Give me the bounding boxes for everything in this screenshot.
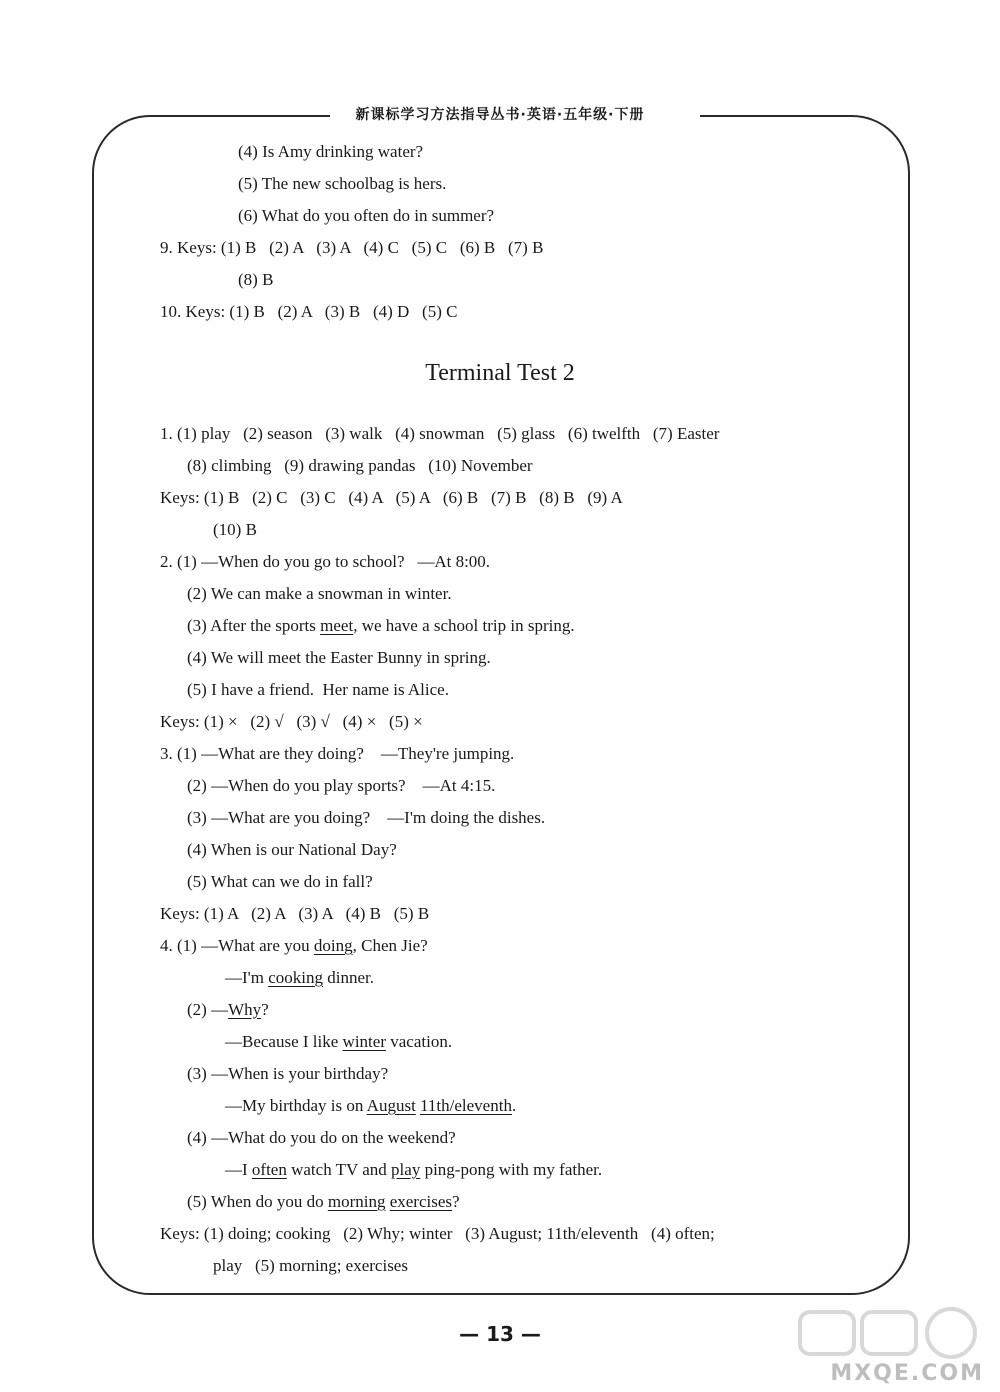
answer-line xyxy=(160,935,428,957)
text-segment: (2) — xyxy=(187,1000,229,1019)
answer-line: (2) —When do you play sports? —At 4:15. xyxy=(187,776,496,795)
answer-line: 3. (1) —What are they doing? —They're jumping. xyxy=(160,744,515,763)
underlined-answer: Why xyxy=(228,1000,262,1019)
answer-line: (2) We can make a snowman in winter. xyxy=(187,584,452,603)
answer-line: (4) Is Amy drinking water? xyxy=(238,142,424,161)
text-segment: vacation. xyxy=(385,1032,453,1051)
underlined-answer: meet xyxy=(320,616,354,635)
keys-line: Keys: (1) doing; cooking (2) Why; winter (3) August; 11th/eleventh (4) often; xyxy=(160,1224,715,1243)
answer-line: 2. (1) —When do you go to school? —At 8:00. xyxy=(160,552,491,571)
answer-line xyxy=(225,1031,452,1053)
text-segment: —My birthday is on xyxy=(225,1096,367,1115)
answer-line: (3) —What are you doing? —I'm doing the dishes. xyxy=(187,808,546,827)
page-number: — 13 — xyxy=(459,1322,541,1346)
answer-line xyxy=(187,615,575,637)
text-segment: dinner. xyxy=(322,968,374,987)
answer-line xyxy=(187,999,269,1021)
text-segment: —I xyxy=(225,1160,252,1179)
underlined-answer: play xyxy=(391,1160,421,1179)
answer-line xyxy=(225,967,374,989)
answer-line: (8) climbing (9) drawing pandas (10) November xyxy=(187,456,533,475)
keys-line: 10. Keys: (1) B (2) A (3) B (4) D (5) C xyxy=(160,302,458,321)
book-series-title: 新课标学习方法指导丛书·英语·五年级·下册 xyxy=(355,107,645,123)
text-segment: (5) When do you do xyxy=(187,1192,328,1211)
text-segment: . xyxy=(511,1096,517,1115)
text-segment: watch TV and xyxy=(286,1160,392,1179)
keys-line: play (5) morning; exercises xyxy=(213,1256,408,1275)
keys-line: 9. Keys: (1) B (2) A (3) A (4) C (5) C (6) B (7) B xyxy=(160,238,544,257)
answer-line: 1. (1) play (2) season (3) walk (4) snowman (5) glass (6) twelfth (7) Easter xyxy=(160,424,720,443)
text-segment: ? xyxy=(261,1000,269,1019)
text-segment: ? xyxy=(452,1192,460,1211)
underlined-answer: 11th/eleventh xyxy=(420,1096,512,1115)
underlined-answer: doing xyxy=(313,936,353,955)
answer-line: (5) What can we do in fall? xyxy=(187,872,373,891)
answer-line: (3) —When is your birthday? xyxy=(187,1064,389,1083)
keys-line: Keys: (1) × (2) √ (3) √ (4) × (5) × xyxy=(160,712,423,731)
text-segment: —Because I like xyxy=(225,1032,343,1051)
answer-line: (6) What do you often do in summer? xyxy=(238,206,495,225)
answer-line xyxy=(187,1191,460,1213)
underlined-answer: August xyxy=(366,1096,416,1115)
text-segment: , we have a school trip in spring. xyxy=(353,616,575,635)
answer-line xyxy=(225,1159,602,1181)
underlined-answer: often xyxy=(251,1160,287,1179)
answer-line xyxy=(225,1095,516,1117)
text-segment: , Chen Jie? xyxy=(352,936,428,955)
answer-line: (4) —What do you do on the weekend? xyxy=(187,1128,456,1147)
underlined-answer: morning xyxy=(327,1192,386,1211)
watermark-text: MXQE.COM xyxy=(830,1361,984,1386)
text-segment: —I'm xyxy=(225,968,269,987)
underlined-answer: cooking xyxy=(268,968,323,987)
underlined-answer: winter xyxy=(342,1032,386,1051)
answer-line: (4) When is our National Day? xyxy=(187,840,397,859)
answer-line: (4) We will meet the Easter Bunny in spring. xyxy=(187,648,491,667)
keys-line: Keys: (1) A (2) A (3) A (4) B (5) B xyxy=(160,904,430,923)
text-segment: (3) After the sports xyxy=(187,616,321,635)
keys-line: Keys: (1) B (2) C (3) C (4) A (5) A (6) B (7) B (8) B (9) A xyxy=(160,488,623,507)
answer-line: (5) The new schoolbag is hers. xyxy=(238,174,447,193)
keys-line: (8) B xyxy=(238,270,274,289)
keys-line: (10) B xyxy=(213,520,257,539)
section-heading: Terminal Test 2 xyxy=(425,360,575,386)
answer-line: (5) I have a friend. Her name is Alice. xyxy=(187,680,449,699)
content-border-frame xyxy=(92,115,910,1295)
underlined-answer: exercises xyxy=(389,1192,453,1211)
text-segment: ping-pong with my father. xyxy=(420,1160,603,1179)
text-segment: 4. (1) —What are you xyxy=(160,936,314,955)
